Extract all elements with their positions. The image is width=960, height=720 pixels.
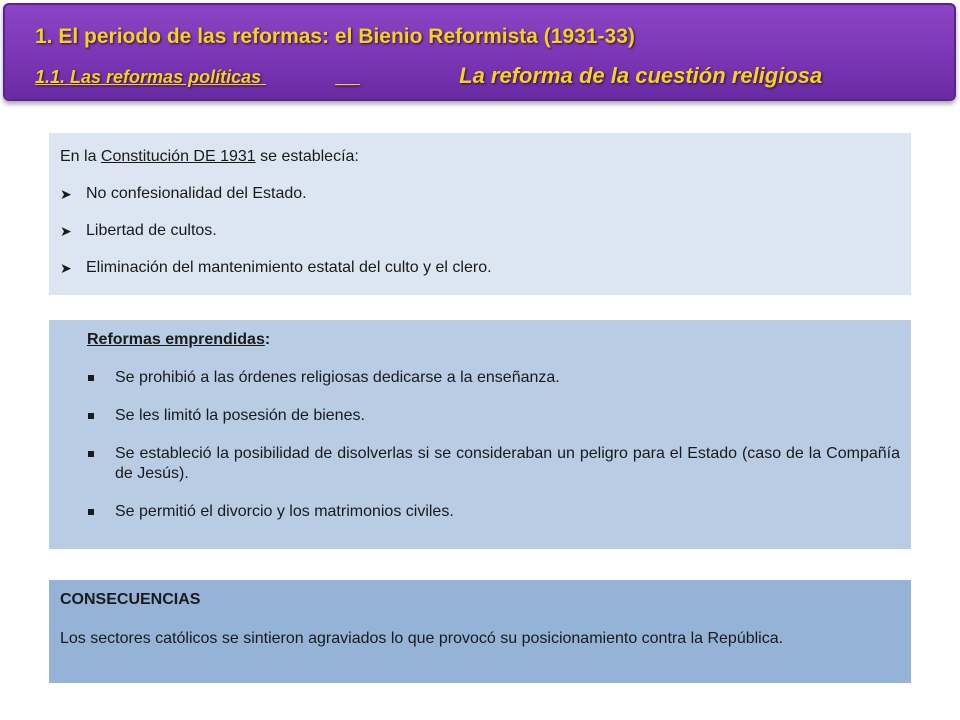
list-item-text: Eliminación del mantenimiento estatal del culto y el clero.	[86, 259, 492, 276]
list-item-text: Se estableció la posibilidad de disolverlas si se consideraban un peligro para el Estado (caso de la Compañía de Jesús).	[115, 445, 900, 482]
subtitle-topic: La reforma de la cuestión religiosa	[459, 63, 823, 88]
list-item-text: Se permitió el divorcio y los matrimonios civiles.	[115, 503, 454, 520]
constitution-link: Constitución DE 1931	[100, 148, 256, 165]
constitution-intro	[60, 147, 900, 167]
consequences-text: Los sectores católicos se sintieron agraviados lo que provocó su posicionamiento contra la República.	[60, 630, 784, 647]
reforms-box	[49, 320, 911, 549]
consequences-box	[49, 580, 911, 683]
square-bullet-icon	[87, 406, 115, 426]
page-subtitle	[35, 63, 822, 89]
reforms-heading	[87, 330, 900, 350]
list-item	[60, 184, 900, 204]
list-item	[87, 406, 900, 426]
square-bullet-icon	[87, 444, 115, 464]
arrow-bullet-icon: ➤	[60, 186, 72, 202]
intro-prefix: En la	[60, 148, 101, 165]
list-item-text: No confesionalidad del Estado.	[86, 185, 307, 202]
page-title: 1. El periodo de las reformas: el Bienio Reformista (1931-33)	[35, 25, 635, 48]
reforms-title-colon: :	[264, 331, 271, 348]
reforms-title: Reformas emprendidas	[87, 331, 265, 348]
list-item	[60, 221, 900, 241]
arrow-bullet-icon: ➤	[60, 223, 72, 239]
list-item-text: Se prohibió a las órdenes religiosas dedicarse a la enseñanza.	[115, 369, 560, 386]
subtitle-spacer-2	[355, 67, 459, 88]
square-bullet-icon	[87, 368, 115, 388]
intro-suffix: se establecía:	[255, 148, 359, 165]
list-item-text: Libertad de cultos.	[86, 222, 217, 239]
list-item	[87, 444, 900, 484]
list-item	[60, 258, 900, 278]
subtitle-section: 1.1. Las reformas políticas	[35, 67, 262, 87]
consequences-title: CONSECUENCIAS	[60, 591, 201, 608]
list-item-text: Se les limitó la posesión de bienes.	[115, 407, 365, 424]
title-banner	[3, 3, 956, 101]
list-item	[87, 502, 900, 522]
subtitle-spacer	[261, 67, 335, 88]
square-bullet-icon	[87, 502, 115, 522]
arrow-bullet-icon: ➤	[60, 260, 72, 276]
constitution-box	[49, 133, 911, 295]
list-item	[87, 368, 900, 388]
subtitle-dash: __	[335, 67, 356, 87]
